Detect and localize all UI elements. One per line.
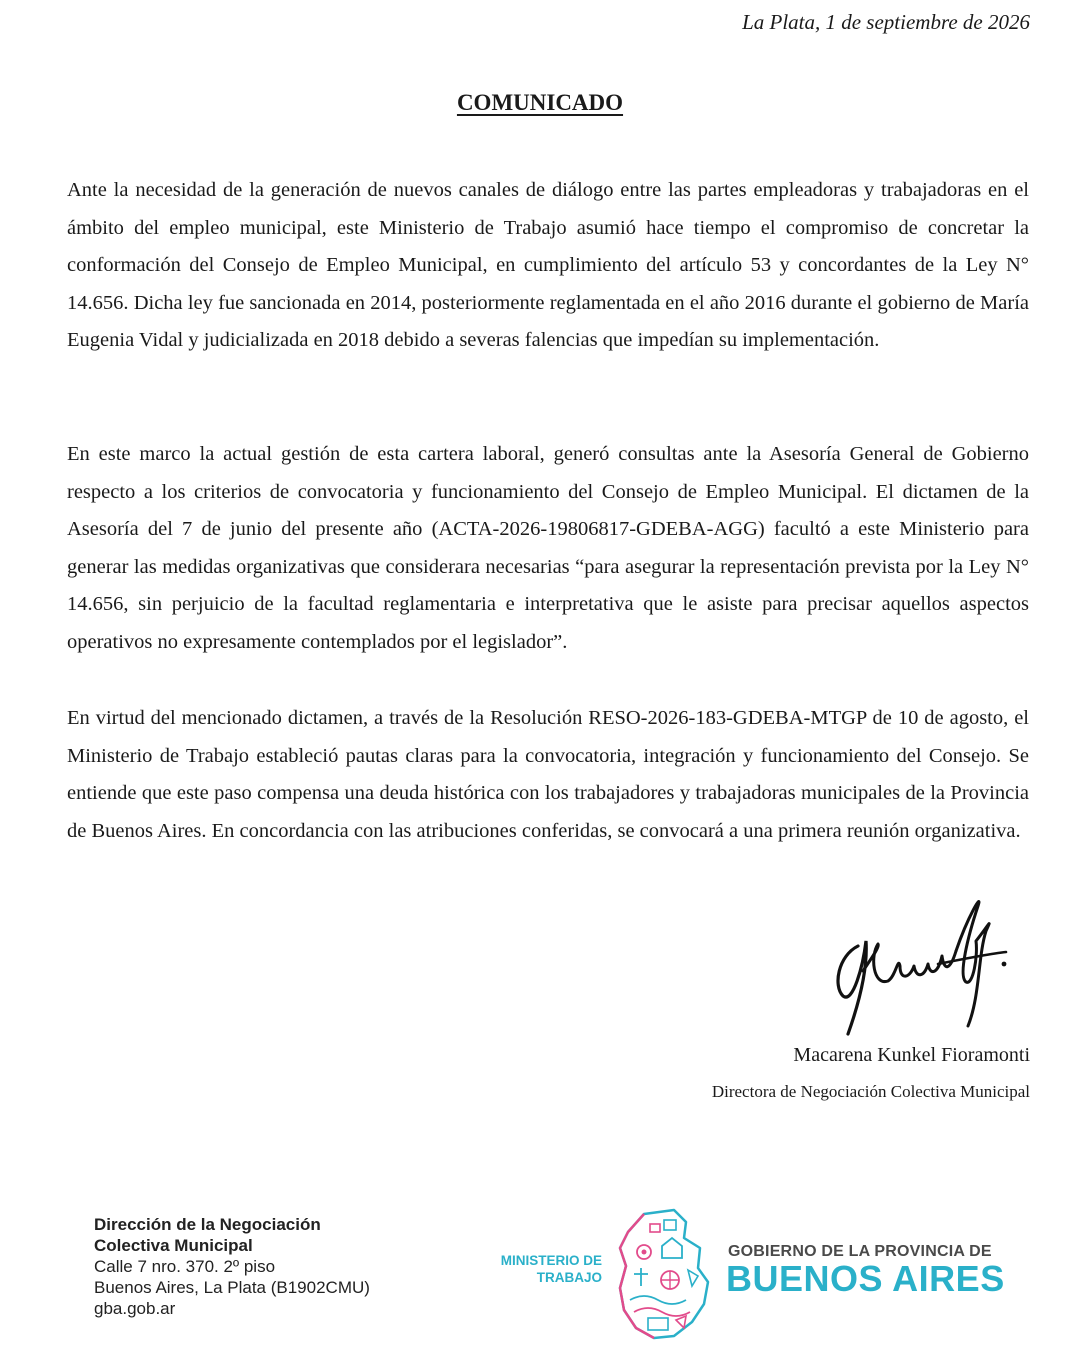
document-date: La Plata, 1 de septiembre de 2026 [742, 10, 1030, 34]
website-text: gba.gob.ar [94, 1299, 176, 1318]
province-name-logo: BUENOS AIRES [726, 1258, 1005, 1299]
office-name-line-1: Dirección de la Negociación [94, 1215, 321, 1234]
address-line-2: Buenos Aires, La Plata (B1902CMU) [94, 1278, 370, 1297]
ministry-label [478, 1252, 602, 1286]
signer-role: Directora de Negociación Colectiva Municipal [711, 1082, 1030, 1101]
address-line-1: Calle 7 nro. 370. 2º piso [94, 1257, 276, 1276]
body-paragraph-3: En virtud del mencionado dictamen, a través de la Resolución RESO-2026-183-GDEBA-MTGP de 10 de agosto, el Ministerio de Trabajo estableció pautas claras para la convocatoria, integración y funcionamiento del Consejo. Se entiende que este paso compensa una deuda histórica con los trabajadores y trabajadoras municipales de la Provincia de Buenos Aires. En concordancia con las atribuciones conferidas, se convocará a una primera reunión organizativa. [67, 707, 1029, 842]
government-label: GOBIERNO DE LA PROVINCIA DE [728, 1243, 992, 1260]
body-paragraph-1: Ante la necesidad de la generación de nuevos canales de diálogo entre las partes empleadoras y trabajadoras en el ámbito del empleo municipal, este Ministerio de Trabajo asumió hace tiempo el compromiso de concretar la conformación del Consejo de Empleo Municipal, en cumplimiento del artículo 53 y concordantes de la Ley N° 14.656. Dicha ley fue sancionada en 2014, posteriormente reglamentada en el año 2016 durante el gobierno de María Eugenia Vidal y judicializada en 2018 debido a severas falencias que impedían su implementación. [67, 179, 1029, 352]
ministry-label-line-1: MINISTERIO DE [500, 1253, 602, 1268]
body-paragraph-2: En este marco la actual gestión de esta cartera laboral, generó consultas ante la Asesoría General de Gobierno respecto a los criterios de convocatoria y funcionamiento del Consejo de Empleo Municipal. El dictamen de la Asesoría del 7 de junio del presente año (ACTA-2026-19806817-GDEBA-AGG) facultó a este Ministerio para generar las medidas organizativas que considerara necesarias “para asegurar la representación prevista por la Ley N° 14.656, sin perjuicio de la facultad reglamentaria e interpretativa que le asiste para precisar aquellos aspectos operativos no expresamente contemplados por el legislador”. [67, 443, 1029, 653]
handwritten-signature [818, 886, 1018, 1046]
footer-address-block [94, 1214, 370, 1319]
signer-name: Macarena Kunkel Fioramonti [793, 1044, 1030, 1066]
ministry-label-line-2: TRABAJO [536, 1270, 602, 1285]
document-title: COMUNICADO [456, 90, 624, 115]
province-map-emblem-icon [614, 1204, 714, 1342]
office-name-line-2: Colectiva Municipal [94, 1236, 253, 1255]
